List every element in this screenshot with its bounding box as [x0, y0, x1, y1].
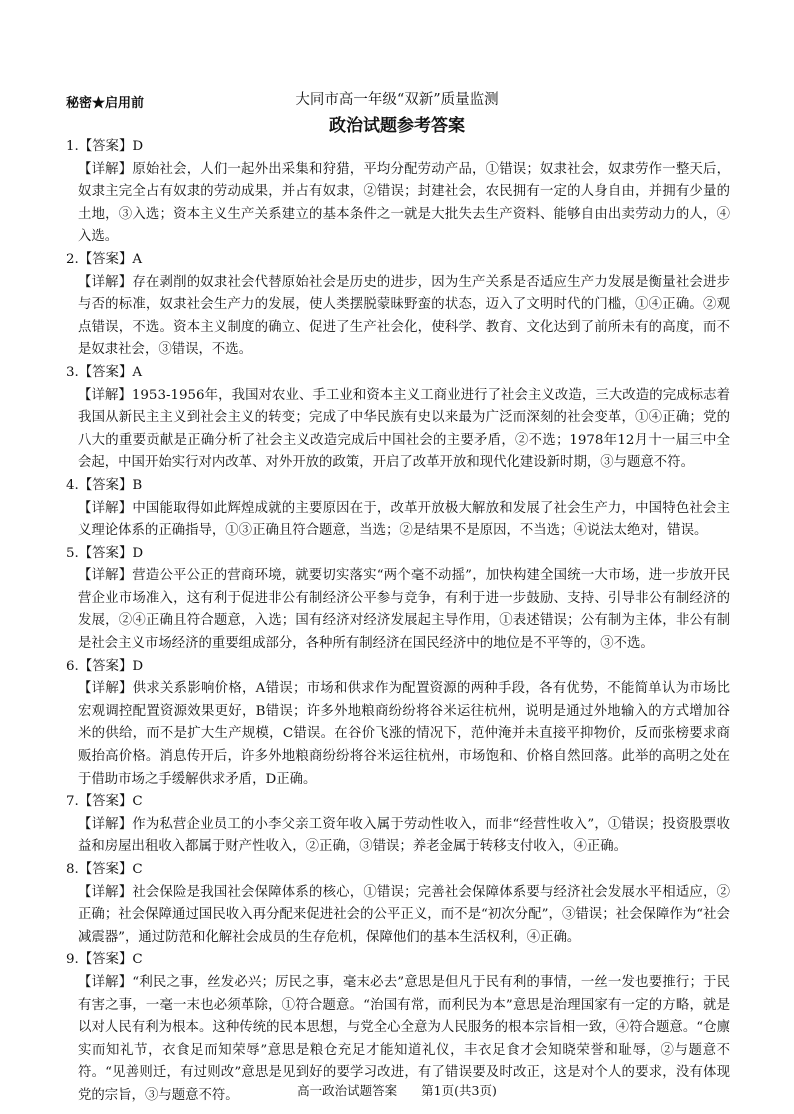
explanation: 【详解】作为私营企业员工的小李父亲工资年收入属于劳动性收入，而非“经营性收入”，①错误；投资股票收益和房屋出租收入都属于财产性收入，②正确，③错误；养老金属于转移支付收入，④正确。 — [78, 816, 730, 855]
question-item-6 — [66, 656, 730, 792]
answer-line: 3.【答案】A — [66, 364, 143, 380]
answer-line: 7.【答案】C — [66, 794, 143, 810]
footer-page-number: 第1页(共3页) — [421, 1083, 497, 1098]
question-item-8 — [66, 859, 730, 949]
question-item-2 — [66, 249, 730, 362]
explanation: 【详解】中国能取得如此辉煌成就的主要原因在于，改革开放极大解放和发展了社会生产力，中国特色社会主义理论体系的正确指导，①③正确且符合题意，当选；②是结果不是原因，不当选；④说法太绝对，错误。 — [78, 500, 730, 539]
question-item-5 — [66, 543, 730, 656]
question-item-4 — [66, 475, 730, 543]
answer-line: 4.【答案】B — [66, 477, 143, 493]
footer-subject: 高一政治试题答案 — [297, 1083, 398, 1098]
answer-line: 1.【答案】D — [66, 139, 144, 154]
answer-line: 8.【答案】C — [66, 862, 143, 877]
answer-list — [66, 136, 730, 1108]
document-title: 政治试题参考答案 — [329, 116, 465, 136]
explanation: 【详解】社会保险是我国社会保障体系的核心，①错误；完善社会保障体系要与经济社会发展水平相适应，②正确；社会保障通过国民收入再分配来促进社会的公平正义，而不是“初次分配”，③错误；社会保障作为“社会减震器”，通过防范和化解社会成员的生存危机，保障他们的基本生活权利，④正确。 — [78, 884, 730, 945]
confidential-label: 秘密★启用前 — [66, 96, 145, 111]
question-item-7 — [66, 791, 730, 859]
explanation: 【详解】存在剥削的奴隶社会代替原始社会是历史的进步，因为生产关系是否适应生产力发展是衡量社会进步与否的标准，奴隶社会生产力的发展，使人类摆脱蒙昧野蛮的状态，迈入了文明时代的门槛，①④正确。②观点错误，不选。资本主义制度的确立、促进了生产社会化，使科学、教育、文化达到了前所未有的高度，而不是奴隶社会，③错误，不选。 — [78, 274, 730, 358]
explanation: 【详解】营造公平公正的营商环境，就要切实落实“两个毫不动摇”，加快构建全国统一大市场，进一步放开民营企业市场准入，这有利于促进非公有制经济公平参与竞争，有利于进一步鼓励、支持、引导非公有制经济的发展，②④正确且符合题意，入选；国有经济对经济发展起主导作用，①表述错误；公有制为主体，非公有制是社会主义市场经济的重要组成部分，各种所有制经济在国民经济中的地位是不平等的，③不选。 — [78, 568, 730, 652]
question-item-3 — [66, 362, 730, 475]
explanation: 【详解】“利民之事，丝发必兴；厉民之事，毫末必去”意思是但凡于民有利的事情，一丝一发也要推行；于民有害之事，一毫一末也必须革除，①符合题意。“治国有常，而利民为本”意思是治理国家有一定的方略，就是以对人民有利为根本。这种传统的民本思想，与党全心全意为人民服务的根本宗旨相一致，④符合题意。“仓廪实而知礼节，衣食足而知荣辱”意思是粮仓充足才能知道礼仪，丰衣足食才会知晓荣誉和耻辱，②与题意不符。“见善则迁，有过则改”意思是见到好的要学习改进，有了错误要及时改正，这是对个人的要求，没有体现党的宗旨，③与题意不符。 — [78, 974, 730, 1103]
page-footer — [0, 1081, 794, 1099]
answer-line: 5.【答案】D — [66, 545, 144, 561]
answer-line: 2.【答案】A — [66, 251, 143, 267]
explanation: 【详解】原始社会，人们一起外出采集和狩猎，平均分配劳动产品，①错误；奴隶社会，奴隶劳作一整天后，奴隶主完全占有奴隶的劳动成果，并占有奴隶，②错误；封建社会，农民拥有一定的人身自由，并拥有少量的土地，③入选；资本主义生产关系建立的基本条件之一就是大批失去生产资料、能够自由出卖劳动力的人，④入选。 — [78, 161, 730, 245]
explanation: 【详解】供求关系影响价格，A错误；市场和供求作为配置资源的两种手段，各有优势，不能简单认为市场比宏观调控配置资源效果更好，B错误；许多外地粮商纷纷将谷米运往杭州，说明是通过外地输入的方式增加谷米的供给，而不是扩大生产规模，C错误。在谷价飞涨的情况下，范仲淹并未直接平抑物价，反而张榜要求商贩抬高价格。消息传开后，许多外地粮商纷纷将谷米运往杭州，市场饱和、价格自然回落。此举的高明之处在于借助市场之手缓解供求矛盾，D正确。 — [78, 681, 730, 787]
answer-line: 6.【答案】D — [66, 658, 144, 674]
exam-title: 大同市高一年级“双新”质量监测 — [295, 92, 499, 108]
question-item-1 — [66, 136, 730, 249]
answer-line: 9.【答案】C — [66, 952, 143, 968]
explanation: 【详解】1953-1956年，我国对农业、手工业和资本主义工商业进行了社会主义改造，三大改造的完成标志着我国从新民主主义到社会主义的转变；完成了中华民族有史以来最为广泛而深刻的社会变革，①④正确；党的八大的重要贡献是正确分析了社会主义改造完成后中国社会的主要矛盾，②不选；1978年12月十一届三中全会起，中国开始实行对内改革、对外开放的政策，开启了改革开放和现代化建设新时期，③与题意不符。 — [78, 387, 730, 471]
